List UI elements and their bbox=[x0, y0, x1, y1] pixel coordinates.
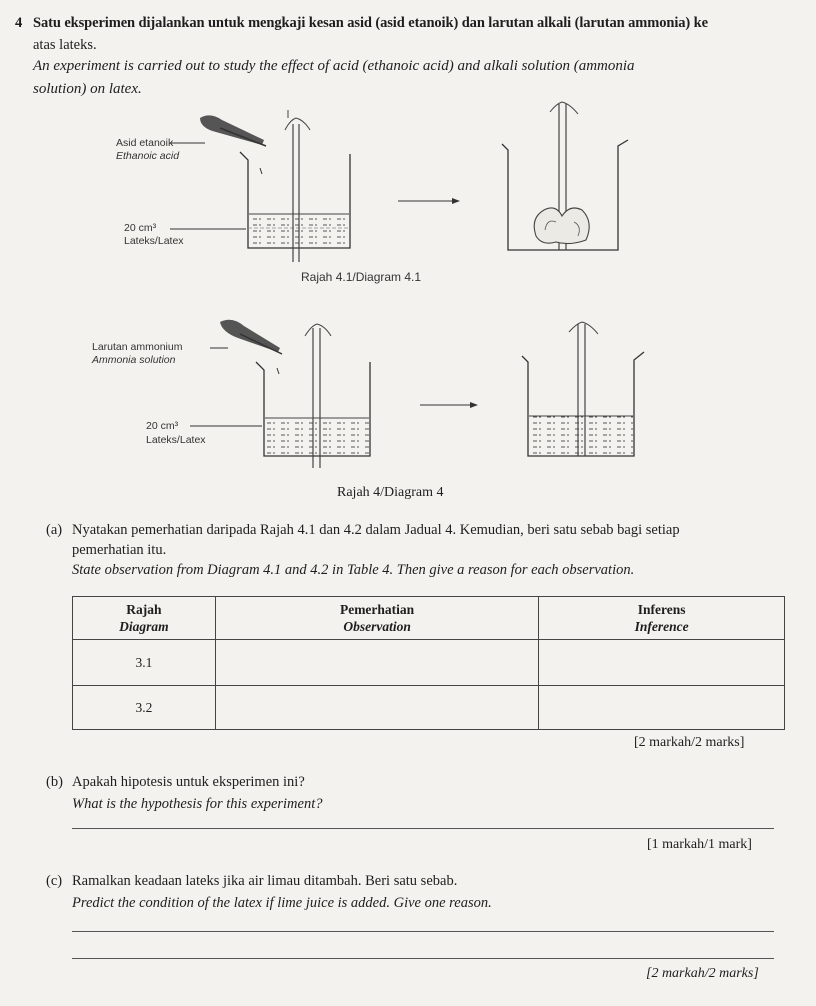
part-c-letter: (c) bbox=[46, 873, 63, 889]
intro-en-line2: solution) on latex. bbox=[33, 81, 142, 97]
table-row bbox=[73, 640, 785, 686]
diagram2-latex: Lateks/Latex bbox=[146, 434, 206, 446]
part-c-en: Predict the condition of the latex if lime juice is added. Give one reason. bbox=[72, 895, 492, 911]
question-number: 4 bbox=[15, 15, 23, 31]
diagram2-reagent-en: Ammonia solution bbox=[92, 354, 176, 366]
table-header-observation bbox=[215, 597, 539, 640]
part-a-ms-line1: Nyatakan pemerhatian daripada Rajah 4.1 dan 4.2 dalam Jadual 4. Kemudian, beri satu sebab bagi setiap bbox=[72, 522, 680, 538]
part-c-answer-line-1[interactable] bbox=[72, 931, 774, 932]
diagram2-reagent-ms: Larutan ammonium bbox=[92, 341, 183, 353]
diagram1-volume: 20 cm³ bbox=[124, 222, 157, 234]
part-c-answer-line-2[interactable] bbox=[72, 958, 774, 959]
part-c-ms: Ramalkan keadaan lateks jika air limau ditambah. Beri satu sebab. bbox=[72, 873, 458, 889]
diagram2-caption: Rajah 4/Diagram 4 bbox=[337, 485, 444, 500]
row1-observation-answer[interactable] bbox=[215, 640, 539, 686]
part-b-marks: [1 markah/1 mark] bbox=[647, 837, 752, 852]
table-header-inference bbox=[539, 597, 785, 640]
part-a-marks: [2 markah/2 marks] bbox=[634, 735, 745, 750]
table-header-row bbox=[73, 597, 785, 640]
row2-diagram: 3.2 bbox=[73, 686, 216, 730]
intro-ms-line2: atas lateks. bbox=[33, 37, 97, 53]
header-observation-ms: Pemerhatian bbox=[339, 602, 415, 617]
observation-table bbox=[72, 596, 785, 730]
header-inference-ms: Inferens bbox=[637, 602, 686, 617]
diagram2-volume: 20 cm³ bbox=[146, 420, 179, 432]
intro-en-line1: An experiment is carried out to study the effect of acid (ethanoic acid) and alkali solution (ammonia bbox=[33, 58, 635, 74]
header-inference-en: Inference bbox=[634, 619, 689, 634]
table-header-diagram bbox=[73, 597, 216, 640]
part-a-letter: (a) bbox=[46, 522, 63, 538]
part-b-ms: Apakah hipotesis untuk eksperimen ini? bbox=[72, 774, 305, 790]
intro-ms-line1: Satu eksperimen dijalankan untuk mengkaji kesan asid (asid etanoik) dan larutan alkali (larutan ammonia) ke bbox=[33, 15, 708, 31]
header-diagram-en: Diagram bbox=[119, 619, 169, 634]
diagram1-arrow bbox=[398, 198, 460, 204]
diagram2-dropper bbox=[220, 320, 282, 354]
header-observation-en: Observation bbox=[343, 619, 411, 634]
diagram1-dropper bbox=[200, 115, 266, 146]
part-b-answer-line[interactable] bbox=[72, 828, 774, 829]
row1-inference-answer[interactable] bbox=[539, 640, 785, 686]
part-b-en: What is the hypothesis for this experiment? bbox=[72, 796, 323, 812]
diagram2-beaker-right bbox=[522, 322, 644, 456]
diagram1-latex: Lateks/Latex bbox=[124, 235, 184, 247]
part-a-en-line: State observation from Diagram 4.1 and 4.2 in Table 4. Then give a reason for each observation. bbox=[72, 562, 635, 578]
diagram2-arrow bbox=[420, 402, 478, 408]
diagram1-coagulated-latex bbox=[534, 208, 589, 244]
diagram1-reagent-en: Ethanoic acid bbox=[116, 150, 180, 162]
diagram1-beaker-left bbox=[240, 152, 350, 248]
header-diagram-ms: Rajah bbox=[126, 602, 162, 617]
diagram1-caption: Rajah 4.1/Diagram 4.1 bbox=[301, 270, 422, 284]
diagram2-label-pointers bbox=[190, 348, 279, 426]
diagram1-reagent-ms: Asid etanoik bbox=[116, 137, 174, 149]
table-row bbox=[73, 686, 785, 730]
part-b-letter: (b) bbox=[46, 774, 63, 790]
row2-observation-answer[interactable] bbox=[215, 686, 539, 730]
row1-diagram: 3.1 bbox=[73, 640, 216, 686]
part-c-marks: [2 markah/2 marks] bbox=[646, 966, 759, 981]
row2-inference-answer[interactable] bbox=[539, 686, 785, 730]
part-a-ms-line2: pemerhatian itu. bbox=[72, 542, 167, 558]
